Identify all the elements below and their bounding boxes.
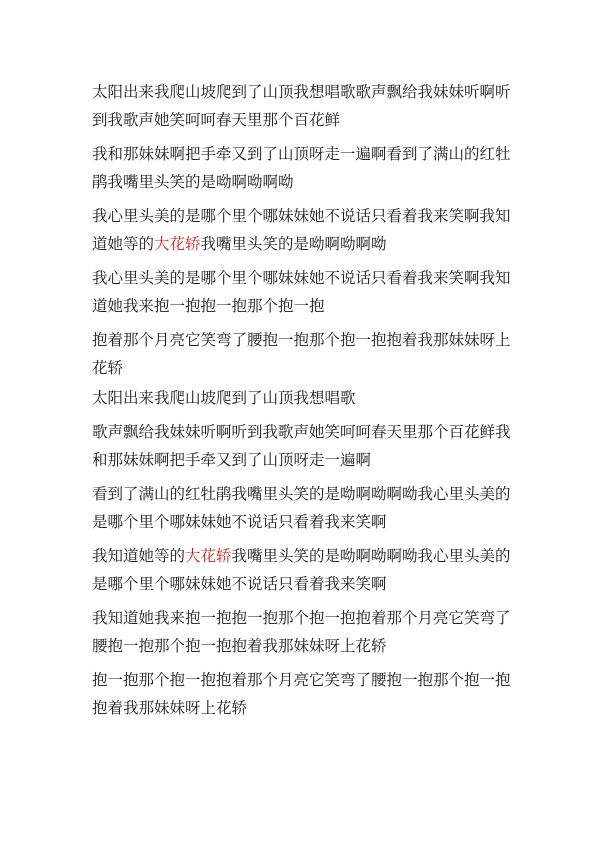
lyrics-text: 我心里头美的是哪个里个哪妹妹她不说话只看着我来笑啊我知道她我来抱一抱抱一抱那个抱一抱	[92, 269, 511, 315]
lyrics-paragraph	[92, 264, 512, 320]
lyrics-paragraph	[92, 542, 512, 598]
lyrics-text: 我和那妹妹啊把手牵又到了山顶呀走一遍啊看到了满山的红牡鹃我嘴里头笑的是呦啊呦啊呦	[92, 145, 511, 191]
lyrics-text: 歌声飘给我妹妹听啊听到我歌声她笑呵呵春天里那个百花鲜我和那妹妹啊把手牵又到了山顶呀走一遍啊	[92, 423, 511, 469]
lyrics-text: 抱着那个月亮它笑弯了腰抱一抱那个抱一抱抱着我那妹妹呀上花轿	[92, 331, 511, 377]
lyrics-text: 我知道她我来抱一抱抱一抱那个抱一抱抱着那个月亮它笑弯了腰抱一抱那个抱一抱抱着我那妹妹呀上花轿	[92, 609, 511, 655]
lyrics-body	[92, 78, 512, 728]
lyrics-text: 我心里头美的是哪个里个哪妹妹她不说话只看着我来笑啊我知道她等的	[92, 207, 511, 253]
lyrics-paragraph	[92, 480, 512, 536]
lyrics-paragraph	[92, 140, 512, 196]
highlighted-text: 大花轿	[185, 547, 232, 565]
lyrics-paragraph	[92, 384, 512, 412]
lyrics-paragraph	[92, 202, 512, 258]
lyrics-paragraph	[92, 666, 512, 722]
lyrics-paragraph	[92, 604, 512, 660]
highlighted-text: 大花轿	[154, 235, 201, 253]
lyrics-text: 太阳出来我爬山坡爬到了山顶我想唱歌歌声飘给我妹妹听啊听到我歌声她笑呵呵春天里那个百花鲜	[92, 83, 511, 129]
lyrics-text: 看到了满山的红牡鹃我嘴里头笑的是呦啊呦啊呦我心里头美的是哪个里个哪妹妹她不说话只看着我来笑啊	[92, 485, 511, 531]
lyrics-paragraph	[92, 78, 512, 134]
lyrics-text: 抱一抱那个抱一抱抱着那个月亮它笑弯了腰抱一抱那个抱一抱抱着我那妹妹呀上花轿	[92, 671, 511, 717]
lyrics-paragraph	[92, 418, 512, 474]
lyrics-text: 我嘴里头笑的是呦啊呦啊呦我心里头美的是哪个里个哪妹妹她不说话只看着我来笑啊	[92, 547, 511, 593]
lyrics-text: 太阳出来我爬山坡爬到了山顶我想唱歌	[92, 389, 356, 407]
lyrics-text: 我知道她等的	[92, 547, 186, 565]
lyrics-paragraph	[92, 326, 512, 382]
lyrics-text: 我嘴里头笑的是呦啊呦啊呦	[200, 235, 387, 253]
